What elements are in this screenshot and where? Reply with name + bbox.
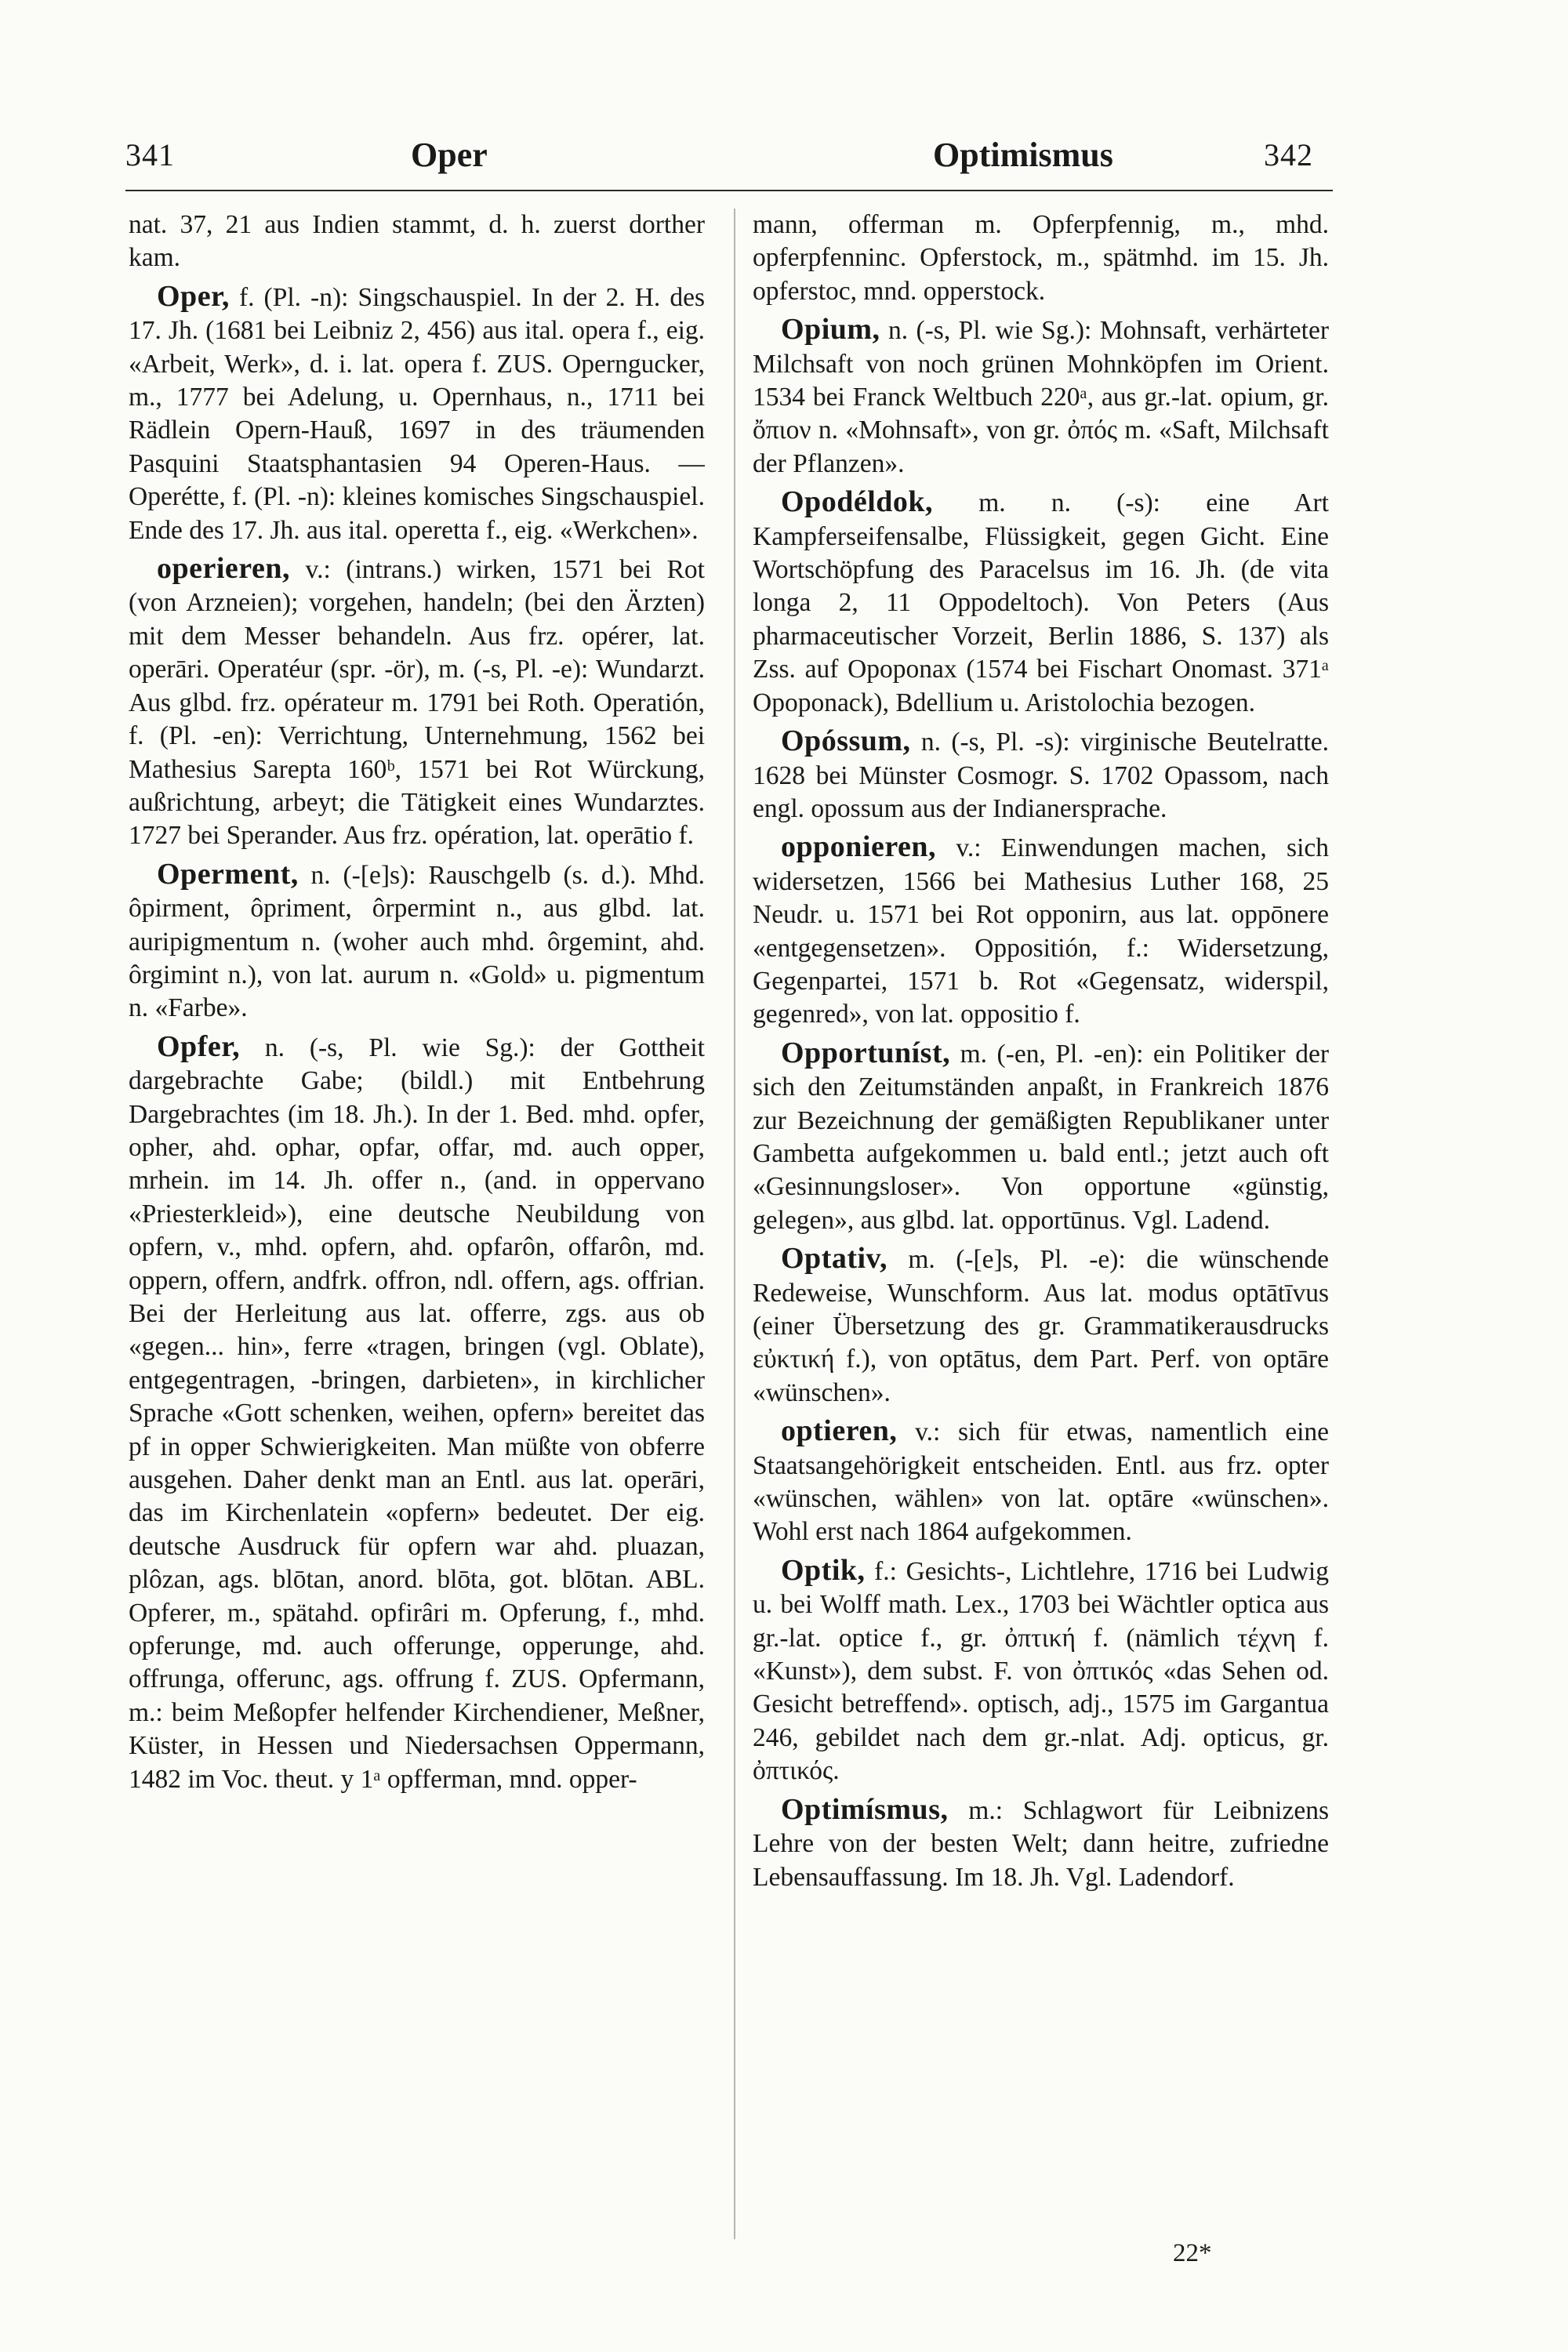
entry-text: n. (-[e]s): Rauschgelb (s. d.). Mhd. ôpirment, ôpriment, ôrpermint n., aus glbd. lat. auripigmentum n. (woher auch mhd. ôrgemint, ahd. ôrgimint n.), von lat. aurum n. «Gold» u. pigmentum n. «Farbe». xyxy=(129,860,705,1023)
running-head-left: Oper xyxy=(411,136,488,174)
entry-oper xyxy=(129,280,705,547)
column-divider xyxy=(734,209,735,2239)
entry-text: n. (-s, Pl. -s): virginische Beutelratte. 1628 bei Münster Cosmogr. S. 1702 Opassom, nach engl. opossum aus der Indianersprache. xyxy=(753,728,1329,823)
entry-text: n. (-s, Pl. wie Sg.): Mohnsaft, verhärteter Milchsaft von noch grünen Mohnköpfen im Orient. 1534 bei Franck Weltbuch 220ᵃ, aus gr.-lat. opium, gr. ὄπιον n. «Mohnsaft», von gr. ὀπός m. «Saft, Milchsaft der Pflanzen». xyxy=(753,316,1329,478)
entry-optieren xyxy=(753,1414,1329,1549)
entry-text: m.: Schlagwort für Leibnizens Lehre von der besten Welt; dann heitre, zufriedne Lebensauffassung. Im 18. Jh. Vgl. Ladendorf. xyxy=(753,1795,1329,1892)
entry-text: m. n. (-s): eine Art Kampferseifensalbe, Flüssigkeit, gegen Gicht. Eine Wortschöpfung des Paracelsus im 16. Jh. (de vita longa 2, 11 Oppodeltoch). Von Peters (Aus pharmaceutischer Vorzeit, Berlin 1886, S. 137) als Zss. auf Opoponax (1574 bei Fischart Onomast. 371ᵃ Opoponack), Bdellium u. Aristolochia bezogen. xyxy=(753,488,1329,717)
page-number-left: 341 xyxy=(125,137,175,172)
entry-optativ xyxy=(753,1242,1329,1410)
entry-opossum xyxy=(753,724,1329,826)
entry-opodeldok xyxy=(753,485,1329,720)
entry-operment xyxy=(129,858,705,1025)
entry-text: v.: Einwendungen machen, sich widersetzen, 1566 bei Mathesius Luther 168, 25 Neudr. u. 1571 bei Rot opponirn, aus lat. oppōnere «entgegensetzen». Oppositión, f.: Widersetzung, Gegenpartei, 1571 b. Rot «Gegensatz, widerspil, gegenred», von lat. oppositio f. xyxy=(753,833,1329,1029)
page-number-right: 342 xyxy=(1264,137,1313,172)
entry-text: f. (Pl. -n): Singschauspiel. In der 2. H. des 17. Jh. (1681 bei Leibniz 2, 456) aus ital. opera f., eig. «Arbeit, Werk», d. i. lat. opera f. ZUS. Operngucker, m., 1777 bei Adelung, u. Opernhaus, n., 1711 bei Rädlein Opern-Hauß, 1697 in des träumenden Pasquini Staatsphantasien 94 Operen-Haus. — Operétte, f. (Pl. -n): kleines komisches Singschauspiel. Ende des 17. Jh. aus ital. operetta f., eig. «Werkchen». xyxy=(129,282,705,545)
headword: opponieren, xyxy=(781,830,937,864)
headword: Opfer, xyxy=(157,1029,241,1063)
headword: Opodéldok, xyxy=(781,485,934,519)
entry-continuation: nat. 37, 21 aus Indien stammt, d. h. zuerst dorther kam. xyxy=(129,210,705,273)
headword: optieren, xyxy=(781,1414,898,1448)
signature-mark: 22* xyxy=(1173,2239,1212,2267)
entry-text: v.: (intrans.) wirken, 1571 bei Rot (von Arzneien); vorgehen, handeln; (bei den Ärzten) mit dem Messer behandeln. Aus frz. opérer, lat. operāri. Operatéur (spr. -ör), m. (-s, Pl. -e): Wundarzt. Aus glbd. frz. opérateur m. 1791 bei Roth. Operatión, f. (Pl. -en): Verrichtung, Unternehmung, 1562 bei Mathesius Sarepta 160ᵇ, 1571 bei Rot Würckung, außrichtung, arbeyt; die Tätigkeit eines Wundarztes. 1727 bei Sperander. Aus frz. opération, lat. operātio f. xyxy=(129,555,705,851)
left-column xyxy=(129,209,705,2247)
entry-opponieren xyxy=(753,830,1329,1031)
header-rule xyxy=(125,190,1333,191)
headword: Opium, xyxy=(781,313,880,347)
entry-opfer xyxy=(129,1030,705,1796)
headword: Opportuníst, xyxy=(781,1036,951,1069)
entry-optik xyxy=(753,1554,1329,1788)
running-header xyxy=(125,132,1333,187)
running-head-right: Optimismus xyxy=(933,136,1113,174)
entry-text: f.: Gesichts-, Lichtlehre, 1716 bei Ludwig u. bei Wolff math. Lex., 1703 bei Wächtler optica aus gr.-lat. optice f., gr. ὀπτική f. (nämlich τέχνη f. «Kunst»), dem subst. F. von ὀπτικός «das Sehen od. Gesicht betreffend». optisch, adj., 1575 im Gargantua 246, gebildet nach dem gr.-nlat. Adj. opticus, gr. ὀπτικός. xyxy=(753,1556,1329,1786)
entry-continuation: mann, offerman m. Opferpfennig, m., mhd. opferpfenninc. Opferstock, m., spätmhd. im 15. Jh. opferstoc, mnd. opperstock. xyxy=(753,210,1329,306)
headword: Optativ, xyxy=(781,1242,887,1276)
headword: Opóssum, xyxy=(781,724,911,758)
headword: Oper, xyxy=(157,279,230,313)
right-column xyxy=(753,209,1329,2247)
entry-opportunist xyxy=(753,1036,1329,1237)
entry-operieren xyxy=(129,552,705,853)
headword: Optik, xyxy=(781,1553,866,1587)
entry-opium xyxy=(753,313,1329,481)
headword: operieren, xyxy=(157,552,290,586)
entry-text: n. (-s, Pl. wie Sg.): der Gottheit dargebrachte Gabe; (bildl.) mit Entbehrung Dargebrachtes (im 18. Jh.). In der 1. Bed. mhd. opfer, opher, ahd. ophar, opfar, offar, md. auch opper, mrhein. im 14. Jh. offer n., (and. in oppervano «Priesterkleid»), eine deutsche Neubildung von opfern, v., mhd. opfern, ahd. opfarôn, offarôn, md. oppern, offern, andfrk. offron, ndl. offern, ags. offrian. Bei der Herleitung aus lat. offerre, zgs. aus ob «gegen... hin», ferre «tragen, bringen (vgl. Oblate), entgegentragen, -bringen, darbieten», in kirchlicher Sprache «Gott schenken, weihen, opfern» bereitet das pf in opper Schwierigkeiten. Man müßte von obferre ausgehen. Daher denkt man an Entl. aus lat. operāri, das im Kirchenlatein «opfern» bedeutet. Der eig. deutsche Ausdruck für opfern war ahd. pluazan, plôzan, ags. blōtan, anord. blōta, got. blōtan. ABL. Opferer, m., spätahd. opfirâri m. Opferung, f., mhd. opferunge, md. auch offerunge, opperunge, ahd. offrunga, offerunc, ags. offrung f. ZUS. Opfermann, m.: beim Meßopfer helfender Kirchendiener, Meßner, Küster, in Hessen und Niedersachsen Oppermann, 1482 im Voc. theut. y 1ᵃ opfferman, mnd. opper- xyxy=(129,1033,705,1794)
headword: Optimísmus, xyxy=(781,1792,949,1826)
entry-text: m. (-en, Pl. -en): ein Politiker der sich den Zeitumständen anpaßt, in Frankreich 1876 zur Bezeichnung der gemäßigten Republikaner unter Gambetta aufgekommen u. bald entl.; jetzt auch oft «Gesinnungsloser». Von opportune «günstig, gelegen», aus glbd. lat. opportūnus. Vgl. Ladend. xyxy=(753,1039,1329,1235)
entry-text: m. (-[e]s, Pl. -e): die wünschende Redeweise, Wunschform. Aus lat. modus optātīvus (einer Übersetzung des gr. Grammatikerausdrucks εὐκτική f.), von optātus, dem Part. Perf. von optāre «wünschen». xyxy=(753,1245,1329,1407)
headword: Operment, xyxy=(157,857,299,891)
entry-text: v.: sich für etwas, namentlich eine Staatsangehörigkeit entscheiden. Entl. aus frz. opter «wünschen, wählen» von lat. optāre «wünschen». Wohl erst nach 1864 aufgekommen. xyxy=(753,1417,1329,1547)
entry-optimismus xyxy=(753,1793,1329,1894)
